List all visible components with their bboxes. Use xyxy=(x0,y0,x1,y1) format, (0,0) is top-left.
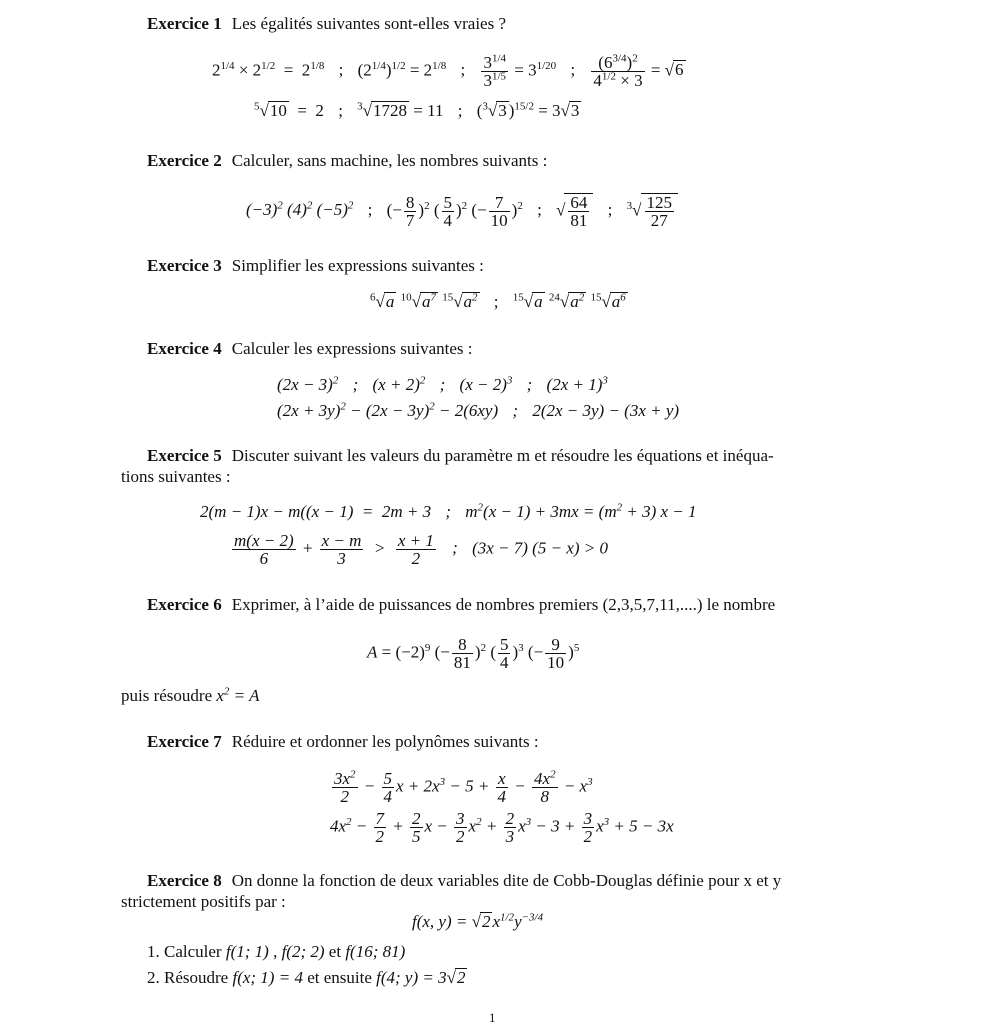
exercise-1-heading xyxy=(147,14,506,34)
exercise-label: Exercice 6 xyxy=(147,595,222,614)
exercise-statement: Discuter suivant les valeurs du paramètre m et résoudre les équations et inéqua- xyxy=(231,446,774,465)
exercise-3-heading xyxy=(147,256,484,276)
item-connector: et xyxy=(328,942,342,961)
exercise-4-formula-row-1: $(2x - 3)^2$ ; $(x + 2)^2$ ; $(x - 2)^3$ ; $(2x + 1)^3$ xyxy=(277,374,608,394)
exercise-8-statement-continued: strictement positifs par : xyxy=(121,892,286,911)
exercise-statement: Simplifier les expressions suivantes : xyxy=(231,256,484,275)
item-text: 1. Calculer xyxy=(147,942,222,961)
exercise-3-formula-row: $^6$√a $^{10}√a^7$ $^{15}√a^2$ ; $^{15}$√a $^{24}√a^2$ $^{15}√a^6$ xyxy=(370,291,626,311)
exercise-statement: Calculer les expressions suivantes : xyxy=(231,339,473,358)
exercise-statement: On donne la fonction de deux variables dite de Cobb-Douglas définie pour x et y xyxy=(231,871,782,890)
exercise-4-formula-row-2: $(2x + 3y)^2 - (2x - 3y)^2 - 2(6xy)$ ; 2(2x − 3y) − (3x + y) xyxy=(277,400,680,420)
exercise-7-heading xyxy=(147,732,539,752)
exercise-6-heading xyxy=(147,595,775,615)
exercise-8-item-2: 2. Résoudre f(x; 1) = 4 et ensuite f(4; y) = 3√2 xyxy=(147,968,466,987)
exercise-statement: Les égalités suivantes sont-elles vraies ? xyxy=(231,14,507,33)
item-connector: et ensuite xyxy=(307,968,372,987)
exercise-6-formula: $A = (-2)^9$ (− $\frac{8}{81}$ )$^2$ ( $\frac{5}{4}$ )$^3$ (− $\frac{9}{10}$ )$^5$ xyxy=(367,635,580,672)
exercise-label: Exercice 7 xyxy=(147,732,222,751)
exercise-2-formula-row: $(-3)^2$ $(4)^2$ $(-5)^2$ ; (− $\frac{8}{7}$ )$^2$ ( $\frac{5}{4}$ )$^2$ (− $\frac{7}{10}$ )$^2$ ; √ $\frac{64}{81}$ ; $^3$√ $\frac{125}{27}$ xyxy=(246,193,678,229)
exercise-8-item-1: 1. Calculer f(1; 1) , f(2; 2) et f(16; 81) xyxy=(147,942,406,961)
exercise-5-formula-row-1: 2(m − 1)x − m((x − 1) = 2m + 3 ; $m^2(x - 1) + 3mx = (m^2 + 3) x - 1$ xyxy=(200,501,697,521)
exercise-5-heading xyxy=(147,446,774,466)
item-text: 2. Résoudre xyxy=(147,968,229,987)
exercise-1-formula-row-1: $2^{1/4} \times 2^{1/2} = 2^{1/8}$ ; $(2^{1/4})^{1/2} = 2^{1/8}$ ; $\frac{3^{1/4}}{3^{1/5}}$ = $3^{1/20}$ ; $\frac{(6^{3/4})^2}{4^{1/2} \times 3}$ = √6 xyxy=(212,52,684,90)
exercise-label: Exercice 3 xyxy=(147,256,222,275)
exercise-statement: Réduire et ordonner les polynômes suivants : xyxy=(231,732,539,751)
exercise-label: Exercice 8 xyxy=(147,871,222,890)
exercise-2-heading xyxy=(147,151,547,171)
exercise-7-polynomial-1: $\frac{3x^2}{2}$ − $\frac{5}{4}$ $x + 2x^3 - 5$ + $\frac{x}{4}$ − $\frac{4x^2}{8}$ − $x^3$ xyxy=(334,768,593,806)
exercise-8-function: f(x, y) = √2 $x^{1/2}y^{-3/4}$ xyxy=(412,911,544,931)
exercise-4-heading xyxy=(147,339,473,359)
exercise-label: Exercice 1 xyxy=(147,14,222,33)
exercise-5-statement-continued: tions suivantes : xyxy=(121,467,231,486)
exercise-7-polynomial-2: $4x^2$ − $\frac{7}{2}$ + $\frac{2}{5}$ x − $\frac{3}{2}$ $x^2$ + $\frac{2}{3}$ $x^3 - 3$ + $\frac{3}{2}$ $x^3 + 5 - 3x$ xyxy=(330,809,674,846)
exercise-6-followup-text: puis résoudre xyxy=(121,686,213,705)
exercise-label: Exercice 5 xyxy=(147,446,222,465)
exercise-8-heading xyxy=(147,871,781,891)
exercise-statement: Calculer, sans machine, les nombres suivants : xyxy=(231,151,548,170)
exercise-5-formula-row-2: $\frac{m(x - 2)}{6}$ + $\frac{x - m}{3}$ > $\frac{x + 1}{2}$ ; (3x − 7) (5 − x) > 0 xyxy=(234,531,608,568)
exercise-statement: Exprimer, à l’aide de puissances de nombres premiers (2,3,5,7,11,....) le nombre xyxy=(231,595,776,614)
exercise-6-followup: puis résoudre $x^2 = A$ xyxy=(121,685,260,705)
exercise-label: Exercice 2 xyxy=(147,151,222,170)
page-number: 1 xyxy=(489,1010,496,1025)
exercise-1-formula-row-2: $^5$√10 = 2 ; $^3$√1728 = 11 ; ($^3$√3 )$^{15/2}$ = 3√3 xyxy=(254,100,580,120)
exercise-label: Exercice 4 xyxy=(147,339,222,358)
